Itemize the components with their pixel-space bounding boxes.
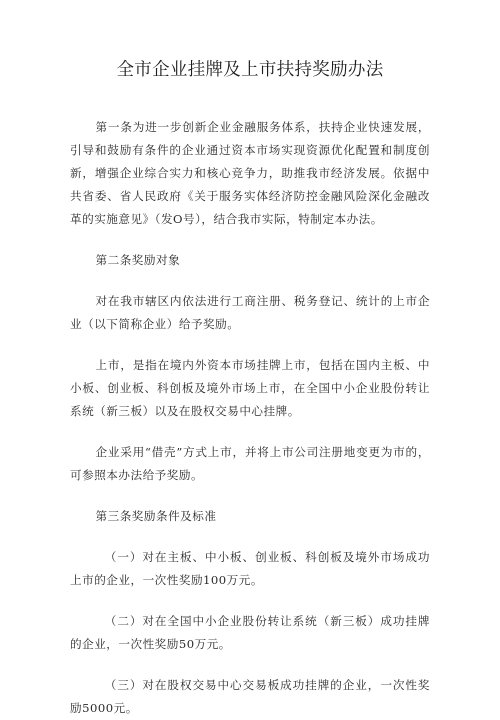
document-title: 全市企业挂牌及上市扶持奖励办法 [116,60,384,80]
reward-item-3: （三）对在股权交易中心交易板成功挂牌的企业，一次性奖励5000元。 [70,678,430,715]
article-3-heading: 第三条奖励条件及标准 [95,509,217,523]
article-1-paragraph: 第一条为进一步创新企业金融服务体系，扶持企业快速发展，引导和鼓励有条件的企业通过资本市场实现资源优化配置和制度创新，增强企业综合实力和核心竞争力，助推我市经济发展。依据中共省委、省人民政府《关于服务实体经济防控金融风险深化金融改革的实施意见》（发O号），结合我市实际，特制定本办法。 [70,120,430,226]
reward-item-2: （二）对在全国中小企业股份转让系统（新三板）成功挂牌的企业，一次性奖励50万元。 [70,614,430,651]
backdoor-listing-paragraph: 企业采用“借壳”方式上市，并将上市公司注册地变更为市的，可参照本办法给予奖励。 [70,445,430,482]
reward-target-paragraph: 对在我市辖区内依法进行工商注册、税务登记、统计的上市企业（以下简称企业）给予奖励。 [70,294,430,331]
reward-item-1: （一）对在主板、中小板、创业板、科创板及境外市场成功上市的企业，一次性奖励100万元。 [70,550,430,587]
listing-definition-paragraph: 上市，是指在境内外资本市场挂牌上市，包括在国内主板、中小板、创业板、科创板及境外市场上市，在全国中小企业股份转让系统（新三板）以及在股权交易中心挂牌。 [70,358,430,418]
article-2-heading: 第二条奖励对象 [95,253,181,267]
